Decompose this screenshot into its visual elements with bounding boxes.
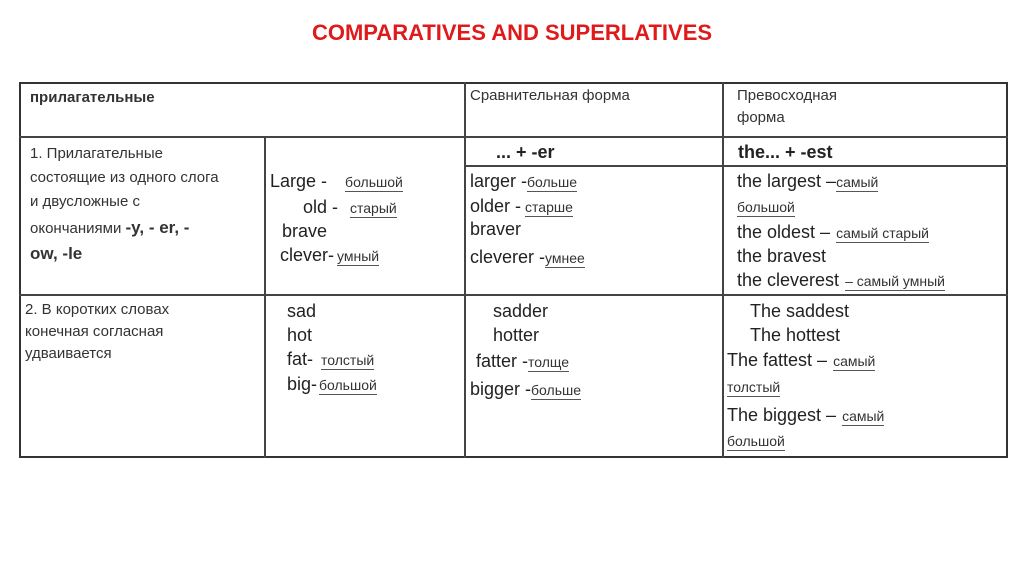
adjective: brave <box>282 221 328 241</box>
translation: большой <box>345 174 403 190</box>
list-item <box>727 434 785 450</box>
list-item <box>737 172 878 191</box>
list-item <box>470 172 577 191</box>
translation: большой <box>319 377 377 393</box>
superlative: the cleverest <box>737 270 840 290</box>
table-frame <box>19 82 1008 458</box>
translation: толще <box>528 354 570 370</box>
header-divider <box>19 136 1008 138</box>
superlative: The biggest – <box>727 405 837 425</box>
col-divider <box>722 82 724 458</box>
translation: большой <box>727 433 785 449</box>
superlative: the bravest <box>737 246 827 266</box>
translation: самый <box>842 408 885 424</box>
list-item <box>750 302 849 321</box>
adjective: sad <box>287 301 317 321</box>
list-item <box>737 200 795 216</box>
rule-divider <box>464 165 1008 167</box>
list-item <box>287 375 377 394</box>
adjective: clever- <box>280 245 335 265</box>
row2-desc-line: удваивается <box>25 345 112 362</box>
translation: самый <box>836 174 879 190</box>
list-item <box>280 246 379 265</box>
adjective: big- <box>287 374 318 394</box>
translation: старый <box>350 200 397 216</box>
translation: больше <box>527 174 577 190</box>
row1-desc-line: состоящие из одного слога <box>30 169 219 186</box>
list-item <box>476 352 569 371</box>
list-item <box>287 326 312 345</box>
header-superlative-2: форма <box>737 109 785 126</box>
comparative: older - <box>470 196 522 216</box>
translation: старше <box>525 199 573 215</box>
list-item <box>470 220 521 239</box>
comparative: larger - <box>470 171 528 191</box>
superlative: The saddest <box>750 301 850 321</box>
row1-desc-line: и двусложные с <box>30 193 140 210</box>
adjective: old - <box>303 197 339 217</box>
list-item <box>470 380 581 399</box>
comparative: fatter - <box>476 351 529 371</box>
translation: самый старый <box>836 225 929 241</box>
translation: больше <box>531 382 582 398</box>
list-item <box>493 326 539 345</box>
adjective: hot <box>287 325 313 345</box>
list-item <box>727 351 875 370</box>
list-item <box>287 350 374 369</box>
translation: умный <box>337 248 380 264</box>
header-comparative: Сравнительная форма <box>470 87 630 104</box>
row1-desc-endings-2: ow, -le <box>30 244 83 263</box>
list-item <box>287 302 316 321</box>
list-item <box>303 198 397 217</box>
translation: толстый <box>727 379 781 395</box>
row2-desc-line: 2. В коротких словах <box>25 301 170 318</box>
list-item <box>282 222 327 241</box>
list-item <box>270 172 403 191</box>
row1-desc-prefix: окончаниями <box>30 220 126 237</box>
translation: – самый умный <box>845 273 946 289</box>
superlative: the largest – <box>737 171 837 191</box>
list-item <box>737 223 929 242</box>
adjective: fat- <box>287 349 314 369</box>
comparative-rule: ... + -er <box>496 142 555 162</box>
subcol-divider <box>264 137 266 458</box>
translation: толстый <box>321 352 375 368</box>
translation: большой <box>737 199 795 215</box>
comparative: sadder <box>493 301 549 321</box>
list-item <box>737 271 945 290</box>
col-divider <box>464 82 466 458</box>
row2-desc-line: конечная согласная <box>25 323 164 340</box>
row1-desc-endings: -y, - er, - <box>125 218 190 237</box>
translation: умнее <box>545 250 585 266</box>
list-item <box>727 406 884 425</box>
list-item <box>750 326 840 345</box>
page-title: COMPARATIVES AND SUPERLATIVES <box>311 20 713 45</box>
superlative-rule: the... + -est <box>738 142 833 162</box>
list-item <box>470 248 585 267</box>
list-item <box>727 380 780 396</box>
comparative: bigger - <box>470 379 532 399</box>
header-adjectives: прилагательные <box>30 89 155 106</box>
row1-desc-line: 1. Прилагательные <box>30 145 163 162</box>
list-item <box>493 302 548 321</box>
comparative: hotter <box>493 325 540 345</box>
adjective: Large - <box>270 171 328 191</box>
superlative: the oldest – <box>737 222 831 242</box>
comparative: braver <box>470 219 522 239</box>
superlative: The hottest <box>750 325 841 345</box>
translation: самый <box>833 353 876 369</box>
list-item <box>737 247 826 266</box>
row1-desc-line <box>30 216 189 241</box>
superlative: The fattest – <box>727 350 828 370</box>
list-item <box>470 197 573 216</box>
comparative: cleverer - <box>470 247 546 267</box>
header-superlative-1: Превосходная <box>737 87 837 104</box>
row-divider <box>19 294 1008 296</box>
